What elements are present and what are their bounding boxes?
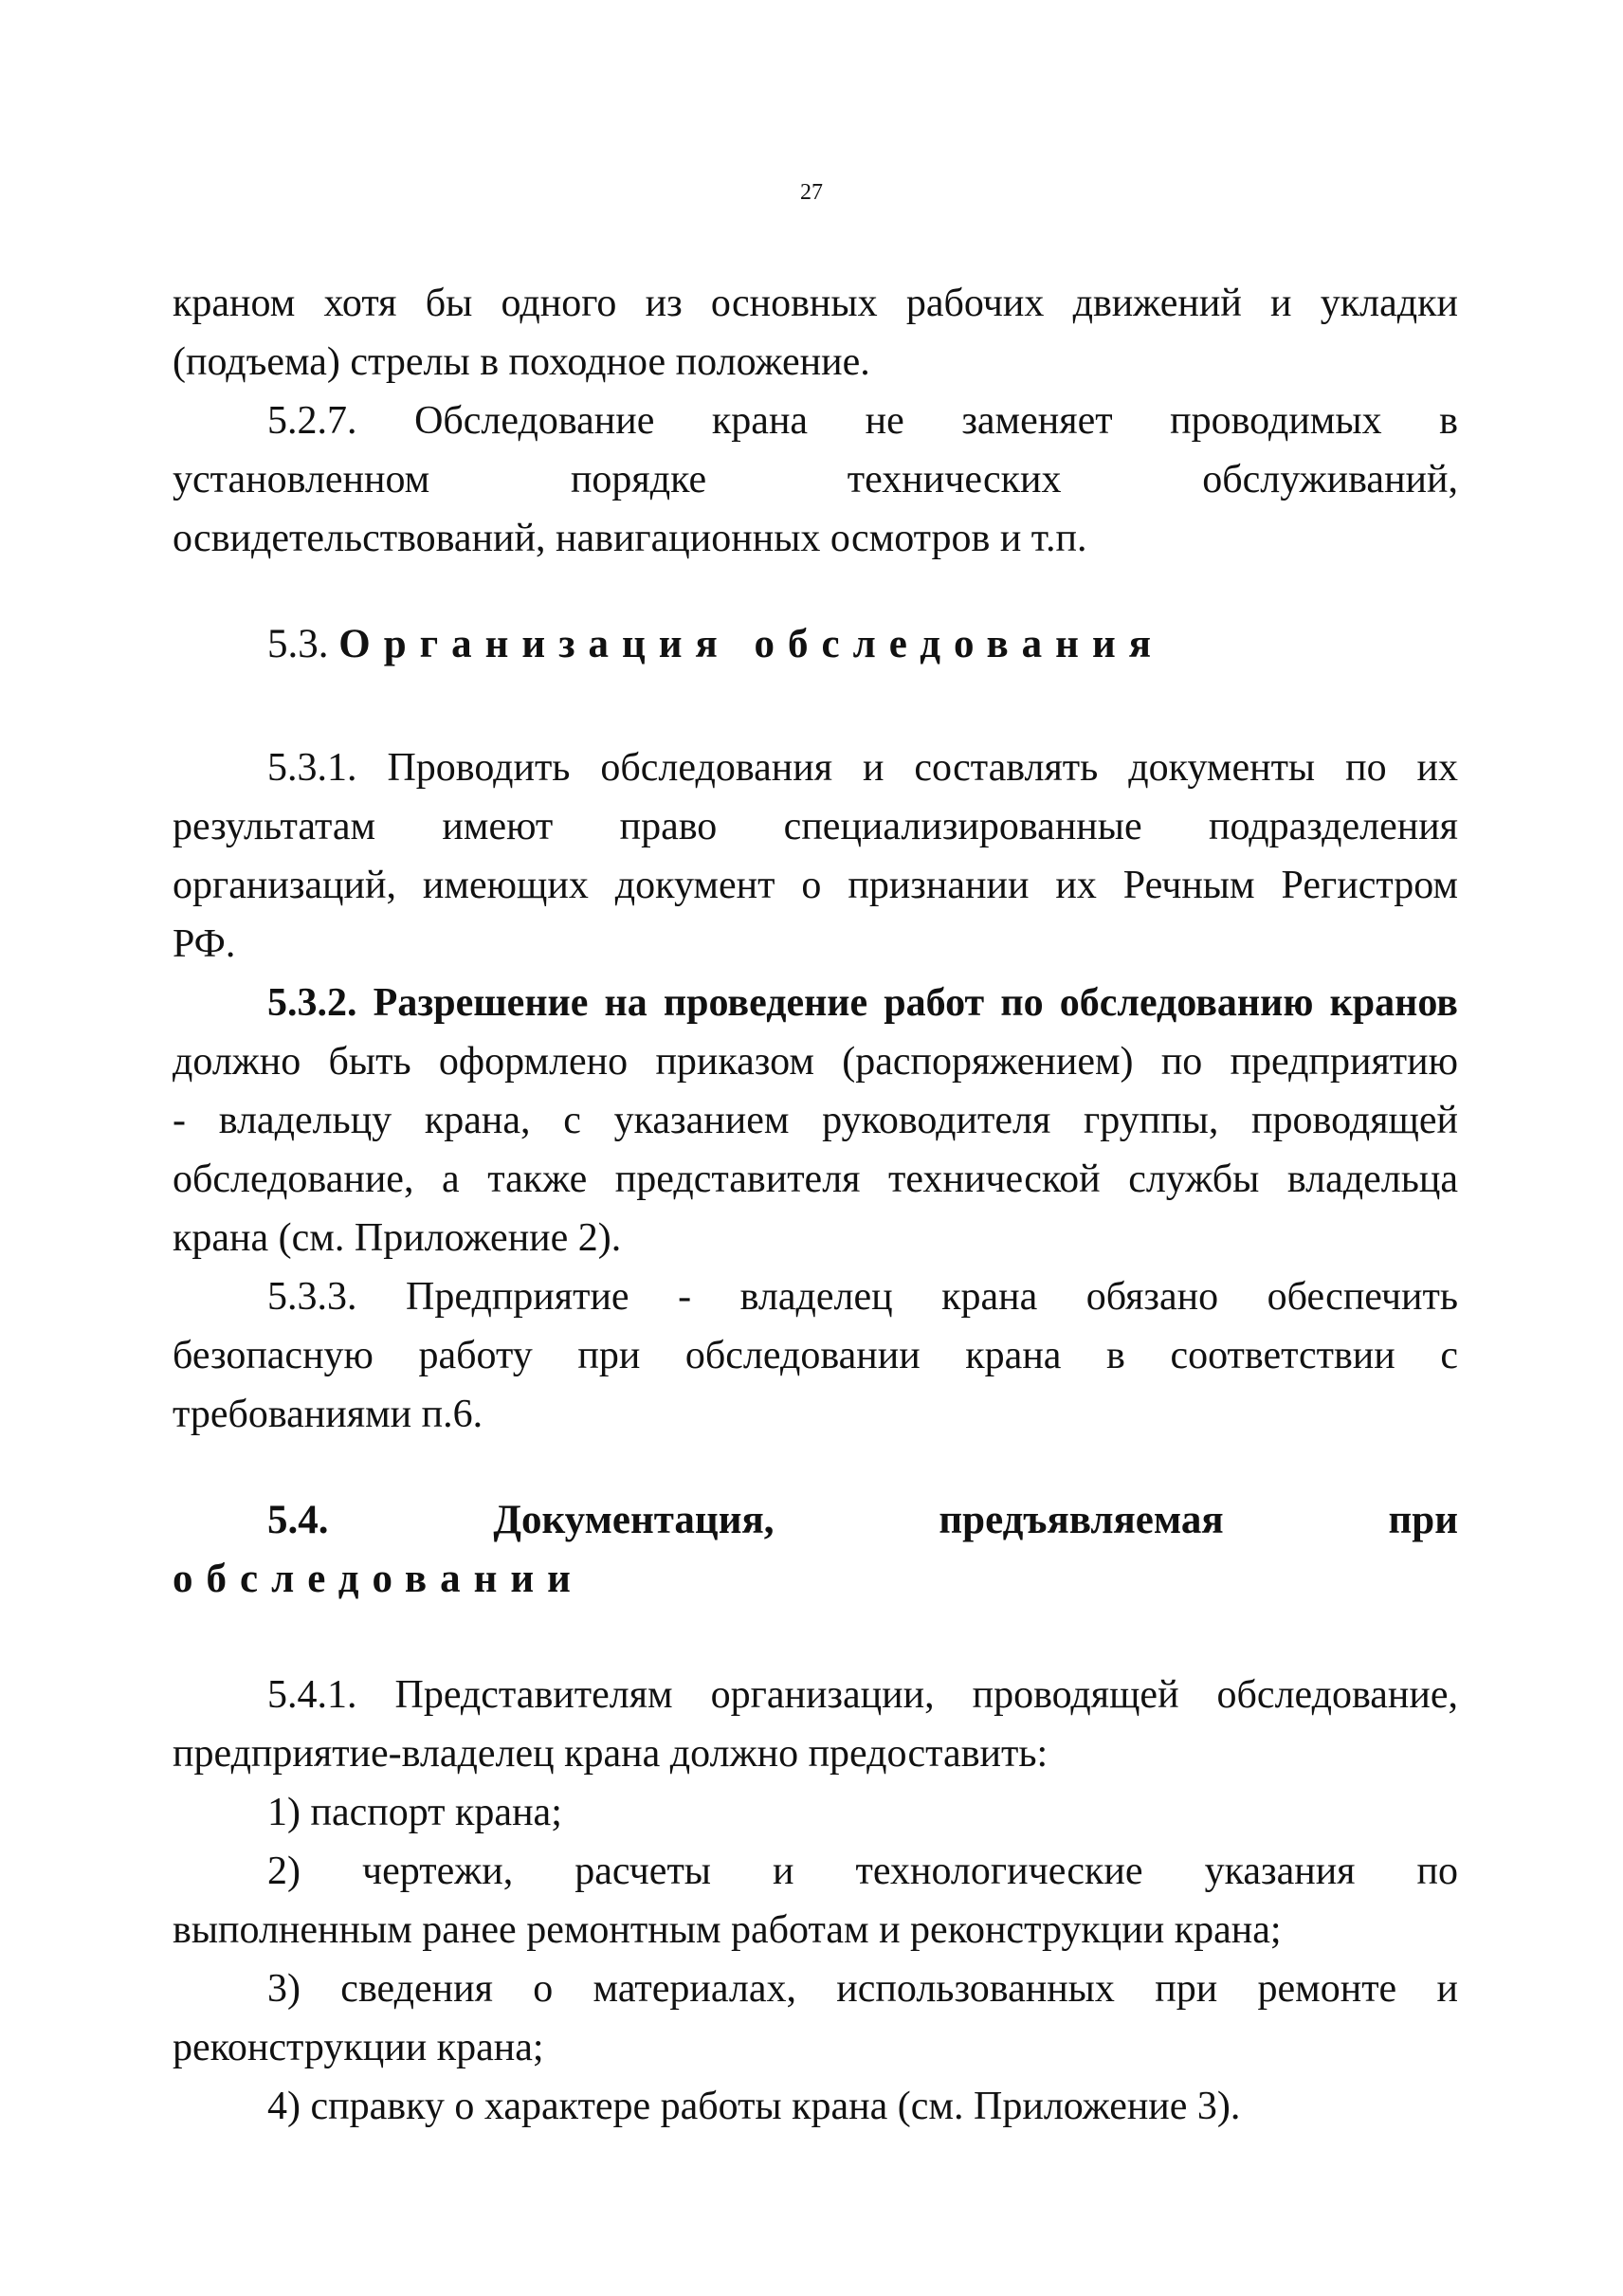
text-line: предприятие-владелец крана должно предоставить: xyxy=(173,1732,1049,1776)
list-item: 2) чертежи, расчеты и технологические указания по xyxy=(267,1850,1458,1893)
text-line: крана (см. Приложение 2). xyxy=(173,1216,622,1260)
text-line: краном хотя бы одного из основных рабочих движений и укладки xyxy=(173,282,1458,325)
section-heading-5-3 xyxy=(267,616,1164,673)
list-item: 1) паспорт крана; xyxy=(267,1791,562,1834)
text-line: организаций, имеющих документ о признании их Речным Регистром xyxy=(173,864,1458,907)
text-line: реконструкции крана; xyxy=(173,2026,544,2069)
text-line: (подъема) стрелы в походное положение. xyxy=(173,340,870,384)
text-line: выполненным ранее ремонтным работам и реконструкции крана; xyxy=(173,1908,1282,1952)
text-line: 5.4.1. Представителям организации, проводящей обследование, xyxy=(267,1673,1458,1717)
text-line: 5.3.3. Предприятие - владелец крана обязано обеспечить xyxy=(267,1275,1458,1319)
page-number: 27 xyxy=(800,180,823,205)
list-item: 4) справку о характере работы крана (см. Приложение 3). xyxy=(267,2085,1241,2128)
heading-title: Организация обследования xyxy=(338,622,1164,666)
heading-number: 5.3. xyxy=(267,622,329,666)
text-line: РФ. xyxy=(173,922,236,966)
text-line: 5.3.1. Проводить обследования и составлять документы по их xyxy=(267,746,1458,790)
section-heading-5-4: 5.4. Документация, предъявляемая при xyxy=(267,1498,1458,1542)
text-line: результатам имеют право специализированные подразделения xyxy=(173,805,1458,848)
list-item: 3) сведения о материалах, использованных при ремонте и xyxy=(267,1967,1458,2011)
text-line: должно быть оформлено приказом (распоряжением) по предприятию xyxy=(173,1040,1458,1084)
text-line: 5.3.2. Разрешение на проведение работ по обследованию кранов xyxy=(267,981,1458,1025)
section-heading-5-4-continued: обследовании xyxy=(173,1557,584,1601)
text-line: 5.2.7. Обследование крана не заменяет проводимых в xyxy=(267,399,1458,443)
text-line: - владельцу крана, с указанием руководителя группы, проводящей xyxy=(173,1099,1458,1142)
text-line: обследование, а также представителя технической службы владельца xyxy=(173,1157,1458,1201)
text-line: безопасную работу при обследовании крана в соответствии с xyxy=(173,1334,1458,1377)
text-line: требованиями п.6. xyxy=(173,1393,483,1436)
text-line: установленном порядке технических обслуживаний, xyxy=(173,458,1458,501)
text-line: освидетельствований, навигационных осмотров и т.п. xyxy=(173,517,1087,560)
